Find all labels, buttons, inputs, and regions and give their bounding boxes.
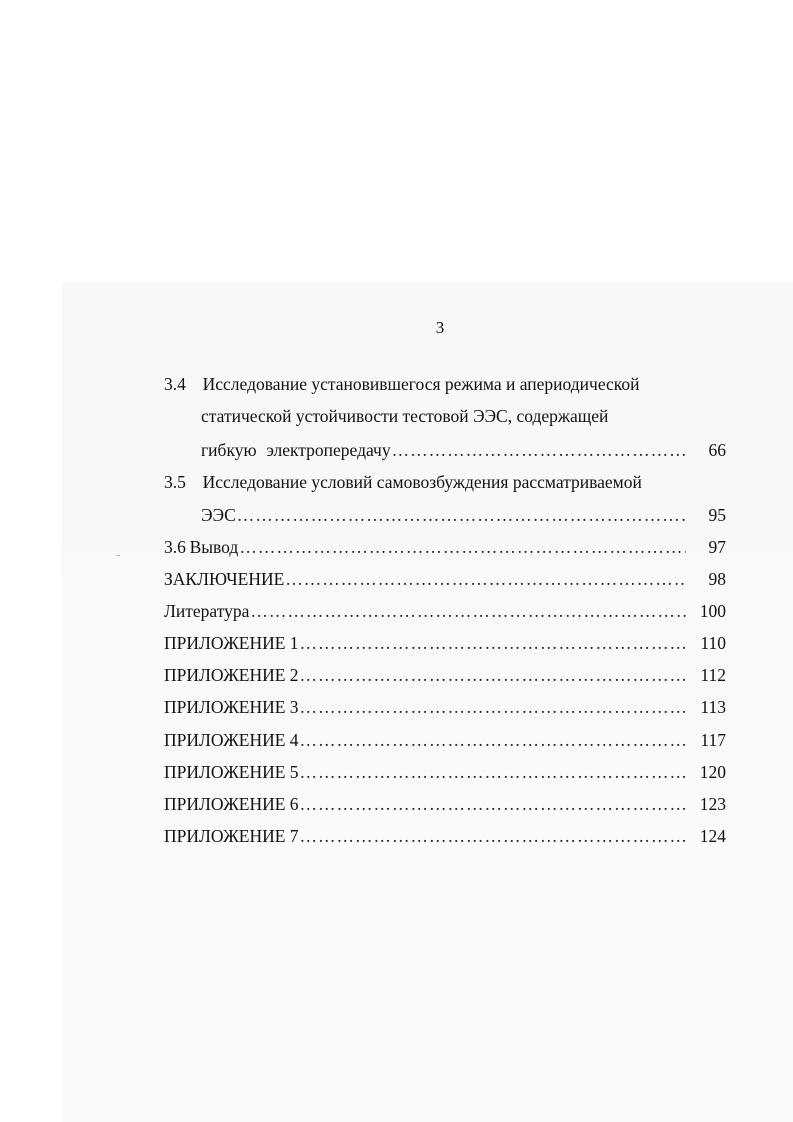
leader-dots [300, 631, 686, 655]
leader-dots [300, 760, 686, 784]
entry-label: Литература [164, 601, 250, 621]
toc-entry-3-5-line-1 [164, 470, 642, 494]
leader-dots [250, 599, 686, 623]
entry-label: ПРИЛОЖЕНИЕ 5 [164, 762, 299, 782]
leader-dots [300, 695, 686, 719]
entry-label: ПРИЛОЖЕНИЕ 7 [164, 826, 299, 846]
section-title: Вывод [189, 537, 239, 557]
toc-entry [164, 631, 726, 655]
entry-label: ПРИЛОЖЕНИЕ 1 [164, 633, 299, 653]
toc-entry [164, 599, 726, 623]
page-ref: 110 [700, 633, 726, 653]
scan-artifact [116, 555, 120, 556]
section-title: ЭЭС [201, 505, 236, 525]
section-number: 3.6 [164, 537, 186, 557]
page-ref: 113 [700, 697, 726, 717]
leader-dots [285, 567, 686, 591]
page-ref: 117 [700, 730, 726, 750]
page-ref: 123 [699, 794, 726, 814]
page-number: 3 [435, 318, 445, 337]
leader-dots [237, 503, 686, 527]
toc-entry-3-4-line-2: статической устойчивости тестовой ЭЭС, содержащей [201, 406, 609, 426]
page-ref: 97 [708, 537, 726, 557]
leader-dots [239, 535, 686, 559]
toc-entry [164, 728, 726, 752]
page-ref: 95 [708, 505, 726, 525]
entry-label: ПРИЛОЖЕНИЕ 2 [164, 665, 299, 685]
page-ref: 112 [700, 665, 726, 685]
section-number: 3.4 [164, 374, 186, 394]
entry-label: ПРИЛОЖЕНИЕ 4 [164, 730, 299, 750]
section-title-word: гибкую [201, 440, 257, 460]
page-ref: 120 [699, 762, 726, 782]
toc-entry [164, 663, 726, 687]
toc-entry [164, 760, 726, 784]
entry-label: ПРИЛОЖЕНИЕ 3 [164, 697, 299, 717]
page-ref: 124 [699, 826, 726, 846]
toc-entry-3-6 [164, 535, 726, 559]
section-title: Исследование установившегося режима и апериодической [202, 374, 640, 394]
toc-entry [164, 567, 726, 591]
toc-entry-3-4-line-1 [164, 372, 640, 396]
leader-dots [392, 438, 686, 462]
toc-entry-3-4-line-3 [201, 438, 726, 462]
page-ref: 100 [699, 601, 726, 621]
section-title: Исследование условий самовозбуждения рассматриваемой [202, 472, 642, 492]
page-ref: 66 [708, 440, 726, 460]
leader-dots [300, 792, 686, 816]
toc-entry-3-5-line-2 [201, 503, 726, 527]
leader-dots [300, 824, 686, 848]
toc-entry [164, 695, 726, 719]
leader-dots [300, 728, 686, 752]
leader-dots [300, 663, 686, 687]
entry-label: ЗАКЛЮЧЕНИЕ [164, 569, 285, 589]
page-ref: 98 [708, 569, 726, 589]
toc-entry [164, 824, 726, 848]
toc-entry [164, 792, 726, 816]
section-number: 3.5 [164, 472, 186, 492]
section-title-word: электропередачу [266, 440, 391, 460]
entry-label: ПРИЛОЖЕНИЕ 6 [164, 794, 299, 814]
